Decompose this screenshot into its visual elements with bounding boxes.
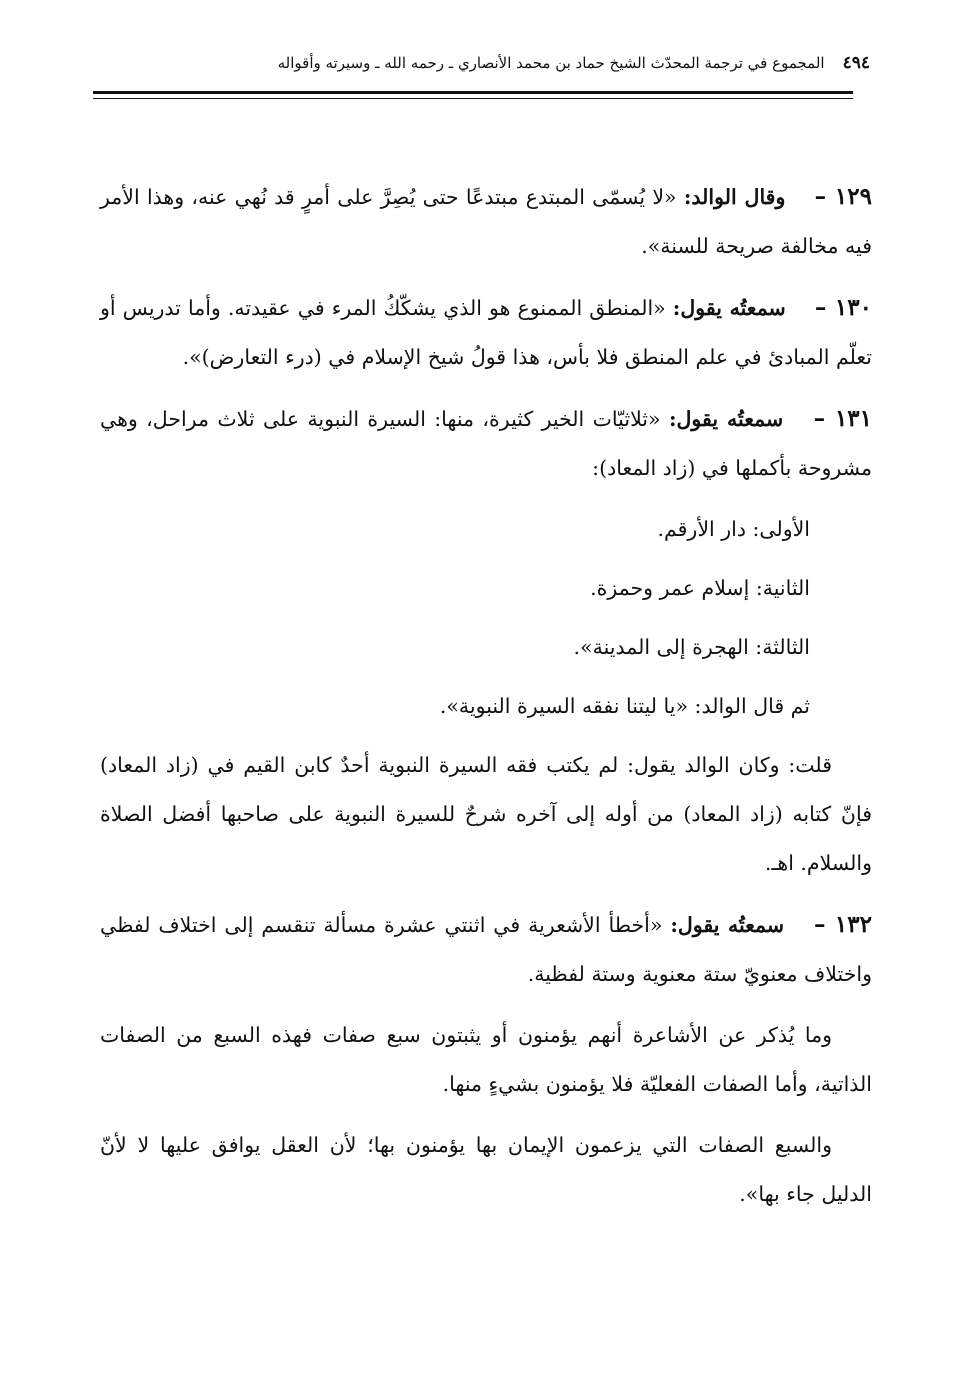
entry-129 <box>100 172 872 271</box>
page-header <box>190 48 870 78</box>
author-note: قلت: وكان الوالد يقول: لم يكتب فقه السيرة النبوية أحدٌ كابن القيم في (زاد المعاد) فإنّ كتابه (زاد المعاد) من أوله إلى آخره شرحٌ للسيرة النبوية على صاحبها أفضل الصلاة والسلام. اهـ. <box>100 753 872 875</box>
entry-number: ١٣٠ – <box>814 294 872 321</box>
entry-number: ١٣١ – <box>813 405 872 432</box>
running-title: المجموع في ترجمة المحدّث الشيخ حماد بن محمد الأنصاري ـ رحمه الله ـ وسيرته وأقواله <box>277 54 825 72</box>
stage-third: الثالثة: الهجرة إلى المدينة». <box>573 635 810 659</box>
entry-lead: سمعتُه يقول: <box>672 296 786 320</box>
closing-quote: ثم قال الوالد: «يا ليتنا نفقه السيرة النبوية». <box>439 694 810 718</box>
page-number: ٤٩٤ <box>842 53 870 73</box>
entry-text: «لا يُسمّى المبتدع مبتدعًا حتى يُصِرَّ على أمرٍ قد نُهي عنه، وهذا الأمر فيه مخالفة صريحة للسنة». <box>100 185 872 258</box>
page-body <box>100 172 872 1231</box>
entry-number: ١٣٢ – <box>813 911 872 938</box>
entry-131 <box>100 394 872 493</box>
entry-lead: وقال الوالد: <box>683 185 786 209</box>
continuation-paragraph: وما يُذكر عن الأشاعرة أنهم يؤمنون أو يثبتون سبع صفات فهذه السبع من الصفات الذاتية، وأما الصفات الفعليّة فلا يؤمنون بشيءٍ منها. <box>100 1023 872 1096</box>
stage-second: الثانية: إسلام عمر وحمزة. <box>590 576 810 600</box>
entry-number: ١٢٩ – <box>814 183 872 210</box>
stage-first: الأولى: دار الأرقم. <box>657 517 810 541</box>
entry-132 <box>100 900 872 999</box>
entry-lead: سمعتُه يقول: <box>668 407 784 431</box>
entry-text: «المنطق الممنوع هو الذي يشكّكُ المرء في عقيدته. وأما تدريس أو تعلّم المبادئ في علم المنطق فلا بأس، هذا قولُ شيخ الإسلام في (درء التعارض)». <box>100 296 872 369</box>
entry-text: «ثلاثيّات الخير كثيرة، منها: السيرة النبوية على ثلاث مراحل، وهي مشروحة بأكملها في (زاد المعاد): <box>100 407 872 480</box>
entry-130 <box>100 283 872 382</box>
entry-text: «أخطأ الأشعرية في اثنتي عشرة مسألة تنقسم إلى اختلاف لفظي واختلاف معنويّ ستة معنوية وستة لفظية. <box>100 913 872 986</box>
header-rule-thin <box>93 98 853 99</box>
entry-lead: سمعتُه يقول: <box>670 913 785 937</box>
header-rule-thick <box>93 91 853 94</box>
continuation-paragraph: والسبع الصفات التي يزعمون الإيمان بها يؤمنون بها؛ لأن العقل يوافق عليها لا لأنّ الدليل جاء بها». <box>100 1133 872 1206</box>
